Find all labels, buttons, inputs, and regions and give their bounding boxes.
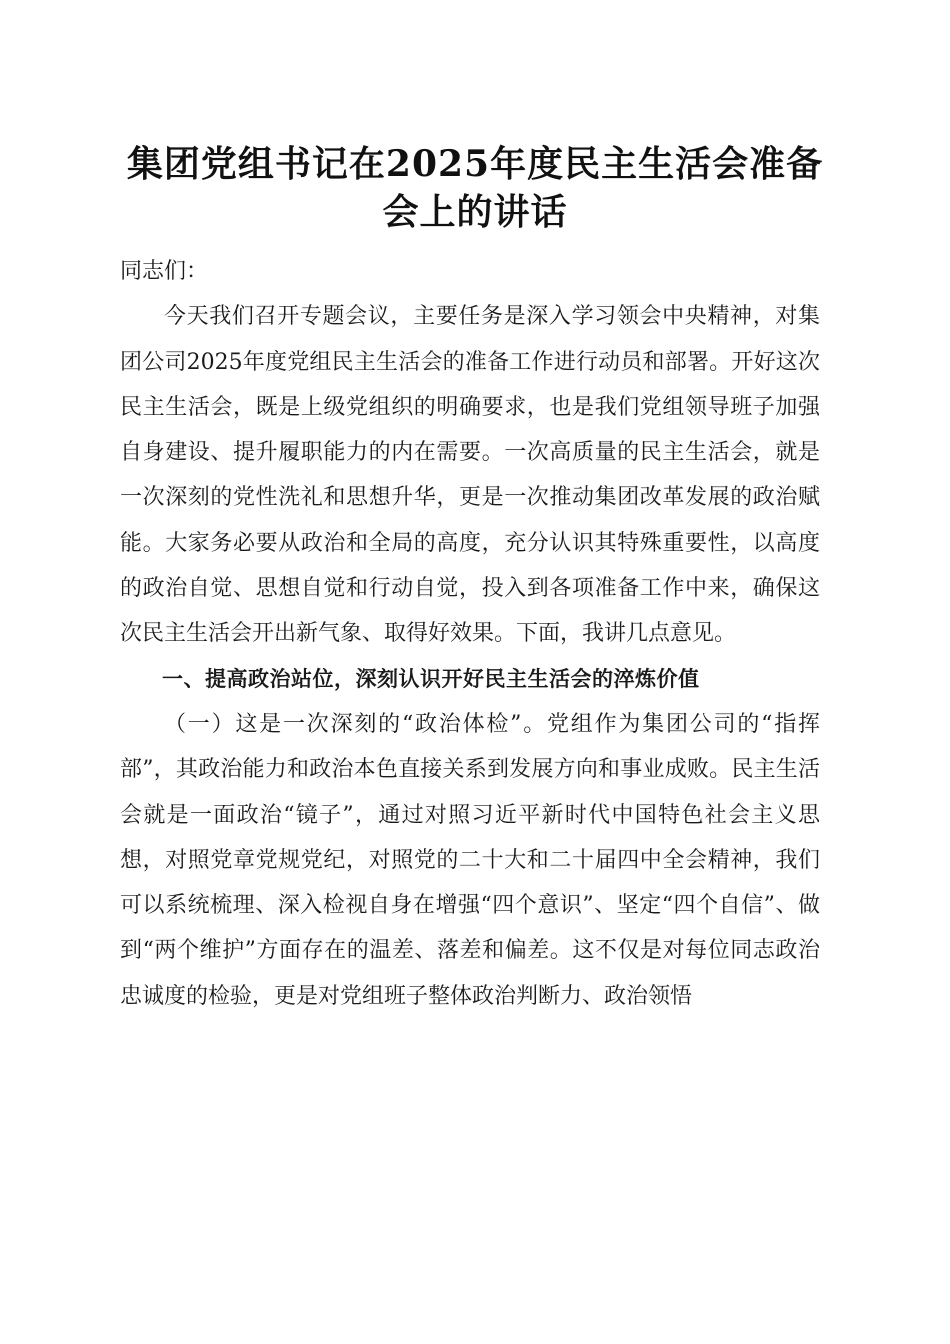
document-title: 集团党组书记在2025年度民主生活会准备会上的讲话 <box>126 143 824 233</box>
document-body <box>120 249 820 1019</box>
section-1-paragraph: （一）这是一次深刻的“政治体检”。党组作为集团公司的“指挥部”，其政治能力和政治本色直接关系到发展方向和事业成败。民主生活会就是一面政治“镜子”，通过对照习近平新时代中国特色社会主义思想，对照党章党规党纪，对照党的二十大和二十届四中全会精神，我们可以系统梳理、深入检视自身在增强“四个意识”、坚定“四个自信”、做到“两个维护”方面存在的温差、落差和偏差。这不仅是对每位同志政治忠诚度的检验，更是对党组班子整体政治判断力、政治领悟 <box>120 711 820 1009</box>
section-1-heading: 一、提高政治站位，深刻认识开好民主生活会的淬炼价值 <box>162 666 700 691</box>
salutation: 同志们： <box>120 259 209 284</box>
intro-paragraph: 今天我们召开专题会议，主要任务是深入学习领会中央精神，对集团公司2025年度党组民主生活会的准备工作进行动员和部署。开好这次民主生活会，既是上级党组织的明确要求，也是我们党组领导班子加强自身建设、提升履职能力的内在需要。一次高质量的民主生活会，就是一次深刻的党性洗礼和思想升华，更是一次推动集团改革发展的政治赋能。大家务必要从政治和全局的高度，充分认识其特殊重要性，以高度的政治自觉、思想自觉和行动自觉，投入到各项准备工作中来，确保这次民主生活会开出新气象、取得好效果。下面，我讲几点意见。 <box>120 304 820 647</box>
